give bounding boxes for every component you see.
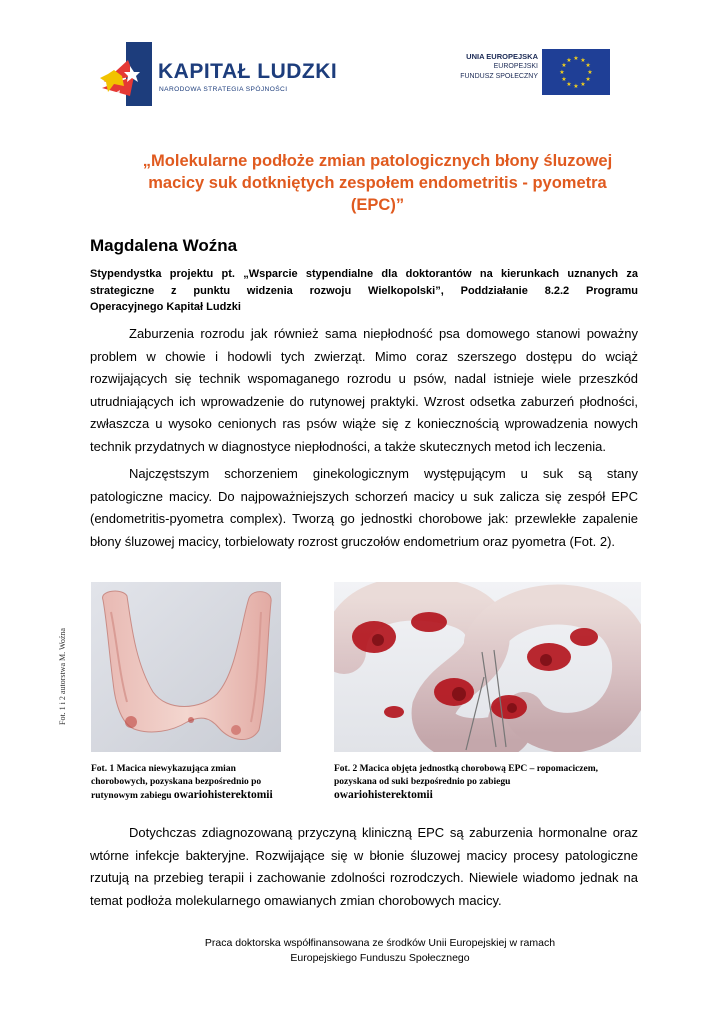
eu-line-3: FUNDUSZ SPOŁECZNY: [460, 73, 538, 80]
caption-photo-2: [334, 763, 644, 802]
document-title: [90, 150, 665, 216]
eu-star-icon: ★: [585, 77, 591, 83]
caption-emphasis: owariohisterektomii: [173, 789, 273, 801]
text-line: utrudniających ich wprowadzenie do rutynowej praktyki. Wzrost odsetka zaburzeń płodności,: [90, 393, 638, 409]
eu-star-icon: ★: [566, 57, 572, 64]
photo-epc-uterus: [334, 582, 641, 752]
title-line: „Molekularne podłoże zmian patologicznych błony śluzowej: [142, 152, 613, 170]
logo-title: KAPITAŁ LUDZKI: [158, 60, 338, 83]
eu-line-1: UNIA EUROPEJSKA: [466, 52, 538, 61]
title-line: macicy suk dotkniętych zespołem endometritis - pyometra: [148, 174, 607, 192]
text-line: Najczęstszym schorzeniem ginekologicznym występującym u suk są stany: [129, 466, 638, 481]
text-line: (endometritis-pyometra complex). Tworzą go jednostki chorobowe jak: przewlekłe zapalenie: [90, 511, 638, 526]
eu-star-icon: ★: [561, 77, 567, 83]
eu-star-icon: ★: [587, 70, 593, 76]
footer-line-2: Europejskiego Funduszu Społecznego: [290, 952, 470, 964]
photo-healthy-uterus: [91, 582, 281, 752]
author-name: Magdalena Woźna: [90, 236, 238, 255]
eu-star-icon: ★: [585, 63, 591, 69]
kapital-ludzki-logo: [100, 40, 338, 110]
text-line: patologiczne macicy. Do najpoważniejszych schorzeń macicy u suk zalicza się zespół EPC: [90, 488, 638, 504]
text-line: problem w chowie i hodowli tych zwierząt. Mimo coraz szerszego dostępu do wciąż: [90, 348, 638, 364]
text-line: technik przydatnych w diagnostyce niepłodności, a także skutecznych metod ich leczenia.: [90, 438, 606, 454]
project-line: Stypendystka projektu pt. „Wsparcie stypendialne dla doktorantów na kierunkach uznanych za: [90, 268, 638, 280]
healthy-uterus-image: [91, 582, 281, 752]
caption-emphasis: owariohisterektomii: [334, 789, 433, 801]
text-line: temat podłoża molekularnego omawianych zmian chorobowych macicy.: [90, 892, 502, 908]
eu-star-icon: ★: [580, 82, 586, 89]
paragraph-2: [90, 463, 638, 553]
photo-credit: Fot. 1 i 2 autorstwa M. Woźna: [58, 628, 67, 725]
paragraph-3: [90, 822, 638, 912]
eu-star-icon: ★: [561, 63, 567, 69]
caption-line: Fot. 1 Macica niewykazująca zmian: [91, 764, 236, 774]
project-line: Operacyjnego Kapitał Ludzki: [90, 301, 241, 313]
caption-line: Fot. 2 Macica objęta jednostką chorobową EPC – ropomaciczem,: [334, 764, 599, 774]
paragraph-1: [90, 323, 638, 458]
eu-fund-text: [460, 52, 538, 82]
caption-photo-1: [91, 763, 306, 803]
caption-line: [91, 789, 306, 803]
text-line: Dotychczas zdiagnozowaną przyczyną kliniczną EPC są zaburzenia hormonalne oraz: [129, 825, 638, 840]
eu-star-icon: ★: [559, 70, 565, 76]
text-line: błony śluzowej macicy, torbielowaty rozrost gruczołów endometrium oraz pyometra (Fot. 2).: [90, 533, 616, 549]
title-line: (EPC)”: [350, 196, 405, 214]
footer-line-1: Praca doktorska współfinansowana ze środków Unii Europejskiej w ramach: [204, 937, 556, 949]
eu-star-icon: ★: [573, 84, 579, 90]
project-line: strategiczne z punktu widzenia rozwoju Wielkopolski”, Poddziałanie 8.2.2 Programu: [90, 284, 638, 297]
kapital-ludzki-icon: [100, 40, 156, 110]
caption-line: pozyskana od suki bezpośrednio po zabiegu: [334, 777, 511, 787]
text-line: Zaburzenia rozrodu jak również sama niepłodność psa domowego stanowi poważny: [129, 326, 638, 341]
caption-line: chorobowych, pozyskana bezpośrednio po: [91, 777, 262, 787]
eu-fund-logo: [438, 47, 610, 97]
eu-line-2: EUROPEJSKI: [493, 63, 538, 70]
text-line: zwłaszcza u wysoko cenionych ras psów wiąże się z koniecznością wprowadzenia nowych: [90, 416, 638, 431]
eu-star-icon: ★: [580, 57, 586, 64]
footer: [0, 936, 725, 966]
eu-star-icon: ★: [566, 82, 572, 89]
text-line: wtórne infekcje bakteryjne. Rozwijające się w błonie śluzowej macicy procesy patologiczne: [90, 847, 638, 863]
epc-uterus-image: [334, 582, 641, 752]
project-info: [90, 266, 638, 316]
text-line: rozwijających się technik wspomaganego rozrodu u psów, nadal istnieje wiele przeszkód: [90, 371, 638, 386]
eu-star-icon: ★: [573, 56, 579, 62]
text-line: rzutują na przebieg terapii i zachowanie zdolności rozrodczych. Niewiele wiadomo jednak na: [90, 870, 638, 885]
logo-subtitle: NARODOWA STRATEGIA SPÓJNOŚCI: [159, 86, 288, 93]
caption-text: rutynowym zabiegu: [91, 791, 172, 801]
eu-flag-icon: [542, 49, 610, 95]
